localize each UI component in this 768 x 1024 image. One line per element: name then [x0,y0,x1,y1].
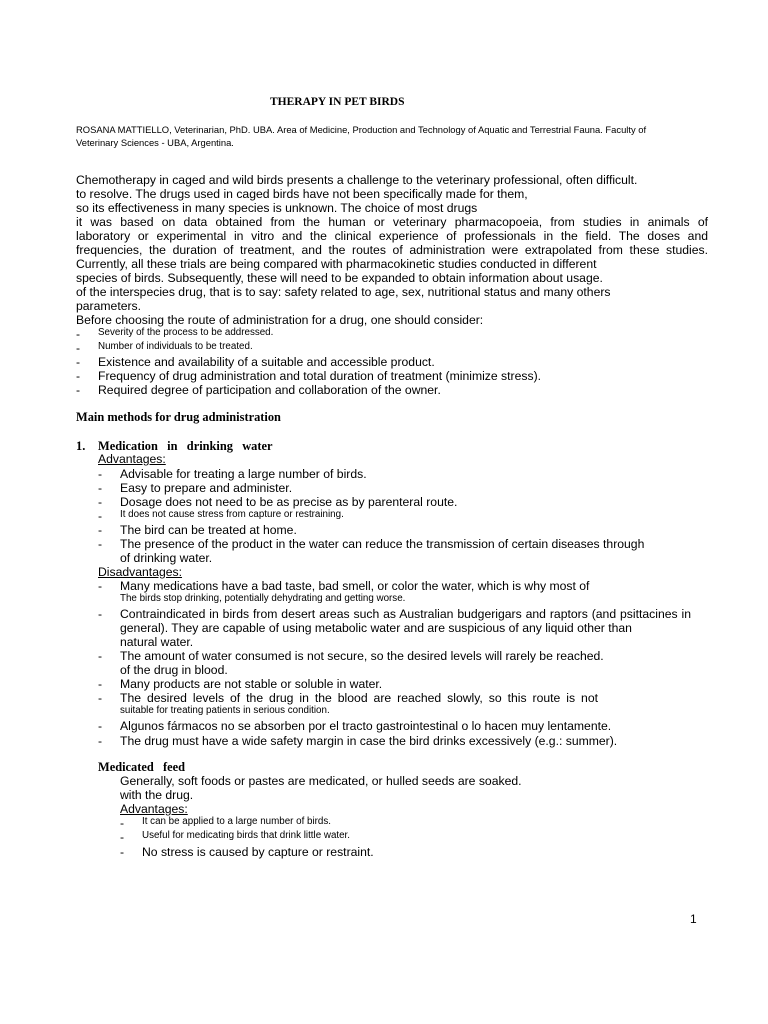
list-item: Easy to prepare and administer. [120,481,293,495]
disadvantages-label: Disadvantages: [98,565,183,579]
list-item: It does not cause stress from capture or restraining. [120,509,344,520]
list-item-continuation: suitable for treating patients in serious condition. [120,705,330,716]
list-item: Severity of the process to be addressed. [98,327,274,338]
list-bullet: - [98,481,103,495]
list-bullet: - [76,355,81,369]
method-intro: Generally, soft foods or pastes are medicated, or hulled seeds are soaked. [120,774,522,788]
list-item: The drug must have a wide safety margin in case the bird drinks excessively (e.g.: summer). [120,734,618,748]
intro-line: of the interspecies drug, that is to say: safety related to age, sex, nutritional status and many others [76,285,611,299]
list-item: No stress is caused by capture or restraint. [142,845,374,859]
author-line-2: Veterinary Sciences - UBA, Argentina. [76,137,234,148]
list-item: Contraindicated in birds from desert areas such as Australian budgerigars and raptors (and psittacines in [120,607,691,621]
list-item: Useful for medicating birds that drink little water. [142,830,351,841]
list-item: Many products are not stable or soluble in water. [120,677,383,691]
list-item: Dosage does not need to be as precise as by parenteral route. [120,495,458,509]
intro-line: frequencies, the duration of treatment, and the routes of administration were extrapolated from these studies. [76,243,708,257]
method-title: Medicated feed [98,760,186,774]
list-item: Required degree of participation and collaboration of the owner. [98,383,441,397]
list-bullet: - [98,607,103,621]
list-item: Frequency of drug administration and total duration of treatment (minimize stress). [98,369,542,383]
advantages-label: Advantages: [120,802,188,816]
list-bullet: - [76,341,81,355]
intro-line: parameters. [76,299,142,313]
list-bullet: - [98,677,103,691]
intro-line: Currently, all these trials are being compared with pharmacokinetic studies conducted in different [76,257,597,271]
list-bullet: - [76,327,81,341]
author-line-1: ROSANA MATTIELLO, Veterinarian, PhD. UBA. Area of Medicine, Production and Technology of Aquatic and Terrestrial Fauna. Faculty of [76,124,647,135]
list-bullet: - [98,649,103,663]
list-bullet: - [76,369,81,383]
list-bullet: - [120,845,125,859]
list-bullet: - [98,537,103,551]
list-item: The amount of water consumed is not secure, so the desired levels will rarely be reached. [120,649,604,663]
method-number: 1. [76,439,86,453]
section-heading: Main methods for drug administration [76,410,281,424]
intro-line: Before choosing the route of administration for a drug, one should consider: [76,313,484,327]
list-item: The presence of the product in the water can reduce the transmission of certain diseases through [120,537,645,551]
list-item: Number of individuals to be treated. [98,341,253,352]
intro-line: species of birds. Subsequently, these will need to be expanded to obtain information about usage. [76,271,603,285]
list-bullet: - [98,509,103,523]
list-item: It can be applied to a large number of birds. [142,816,331,827]
list-bullet: - [120,816,125,830]
list-bullet: - [98,523,103,537]
list-item-continuation: general). They are capable of using metabolic water and are suspicious of any liquid other than [120,621,632,635]
list-bullet: - [98,579,103,593]
list-item-continuation: The birds stop drinking, potentially dehydrating and getting worse. [120,593,406,604]
list-bullet: - [98,691,103,705]
intro-line: Chemotherapy in caged and wild birds presents a challenge to the veterinary professional, often difficult. [76,173,638,187]
list-item-continuation: of drinking water. [120,551,213,565]
list-item-continuation: natural water. [120,635,194,649]
method-intro: with the drug. [120,788,194,802]
list-item: Existence and availability of a suitable and accessible product. [98,355,435,369]
intro-line: laboratory or experimental in vitro and the clinical experience of professionals in the field. The doses and [76,229,708,243]
list-bullet: - [98,495,103,509]
list-item: The bird can be treated at home. [120,523,297,537]
list-bullet: - [98,719,103,733]
method-title: Medication in drinking water [98,439,273,453]
document-title: THERAPY IN PET BIRDS [270,96,405,108]
list-bullet: - [76,383,81,397]
intro-line: to resolve. The drugs used in caged birds have not been specifically made for them, [76,187,528,201]
list-item: The desired levels of the drug in the blood are reached slowly, so this route is not [120,691,598,705]
intro-line: so its effectiveness in many species is unknown. The choice of most drugs [76,201,478,215]
list-bullet: - [120,830,125,844]
list-item-continuation: of the drug in blood. [120,663,228,677]
intro-line: it was based on data obtained from the human or veterinary pharmacopoeia, from studies in animals of [76,215,708,229]
list-item: Algunos fármacos no se absorben por el tracto gastrointestinal o lo hacen muy lentamente. [120,719,612,733]
advantages-label: Advantages: [98,452,166,466]
page-number: 1 [690,912,697,926]
list-item: Many medications have a bad taste, bad smell, or color the water, which is why most of [120,579,590,593]
list-item: Advisable for treating a large number of birds. [120,467,367,481]
list-bullet: - [98,734,103,748]
list-bullet: - [98,467,103,481]
